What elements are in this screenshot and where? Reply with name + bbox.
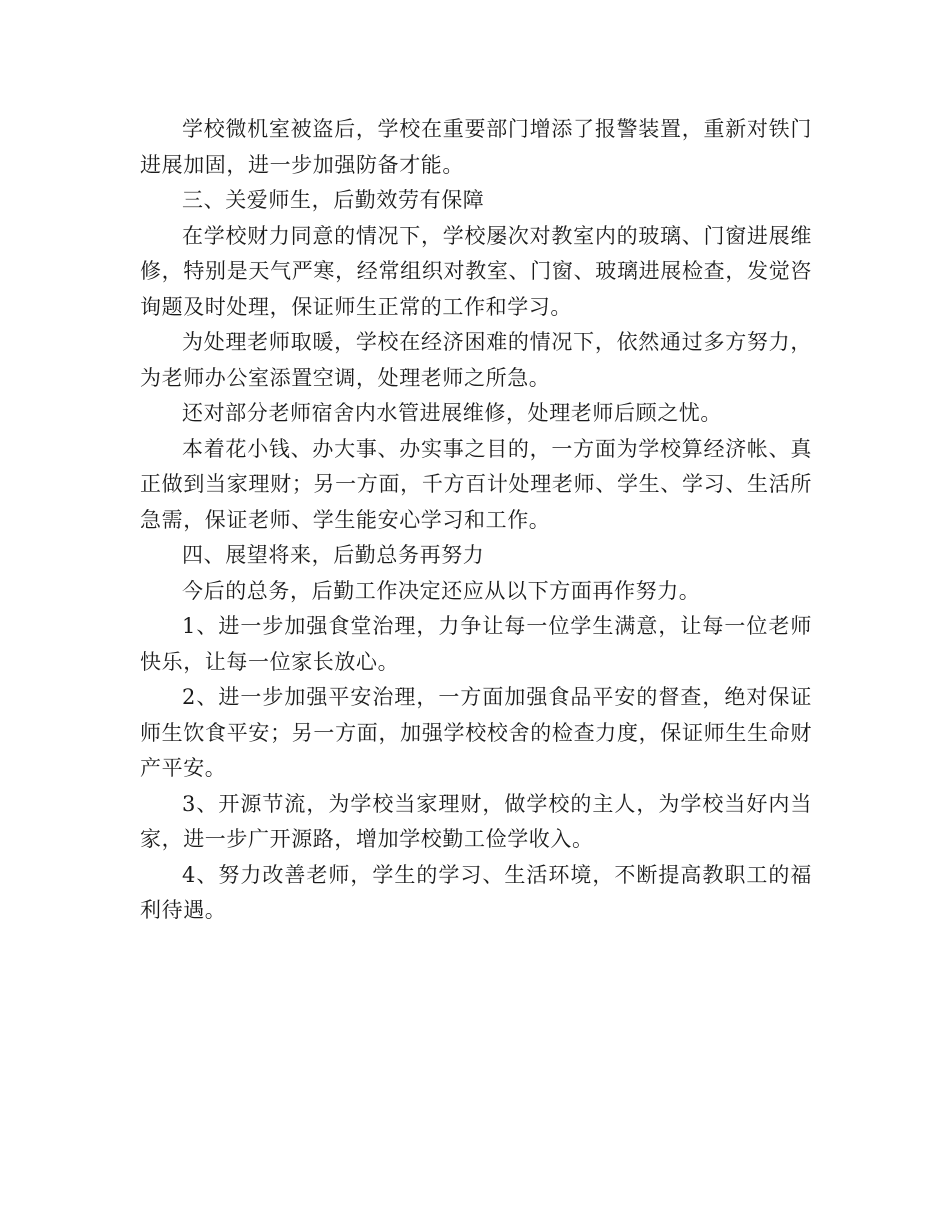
paragraph-security-upgrade: 学校微机室被盗后，学校在重要部门增添了报警装置，重新对铁门进展加固，进一步加强防备才能。 <box>140 117 812 177</box>
list-item-2: 2、进一步加强平安治理，一方面加强食品平安的督查，绝对保证师生饮食平安；另一方面，加强学校校舍的检查力度，保证师生生命财产平安。 <box>140 685 812 780</box>
list-item-3: 3、开源节流，为学校当家理财，做学校的主人，为学校当好内当家，进一步广开源路，增加学校勤工俭学收入。 <box>140 791 812 851</box>
list-item-1: 1、进一步加强食堂治理，力争让每一位学生满意，让每一位老师快乐，让每一位家长放心。 <box>140 614 812 674</box>
section-heading-3: 三、关爱师生，后勤效劳有保障 <box>182 188 485 212</box>
section-heading-4: 四、展望将来，后勤总务再努力 <box>182 543 485 567</box>
document-body <box>140 112 812 929</box>
paragraph-dorm-pipes: 还对部分老师宿舍内水管进展维修，处理老师后顾之忧。 <box>182 401 722 425</box>
paragraph-classroom-repair: 在学校财力同意的情况下，学校屡次对教室内的玻璃、门窗进展维修，特别是天气严寒，经常组织对教室、门窗、玻璃进展检查，发觉咨询题及时处理，保证师生正常的工作和学习。 <box>140 223 812 319</box>
paragraph-heating: 为处理老师取暖，学校在经济困难的情况下，依然通过多方努力，为老师办公室添置空调，处理老师之所急。 <box>140 330 812 390</box>
paragraph-frugal-management: 本着花小钱、办大事、办实事之目的，一方面为学校算经济帐、真正做到当家理财；另一方面，千方百计处理老师、学生、学习、生活所急需，保证老师、学生能安心学习和工作。 <box>140 436 812 532</box>
paragraph-future-intro: 今后的总务，后勤工作决定还应从以下方面再作努力。 <box>182 578 701 603</box>
list-item-4: 4、努力改善老师，学生的学习、生活环境，不断提高教职工的福利待遇。 <box>140 862 812 922</box>
